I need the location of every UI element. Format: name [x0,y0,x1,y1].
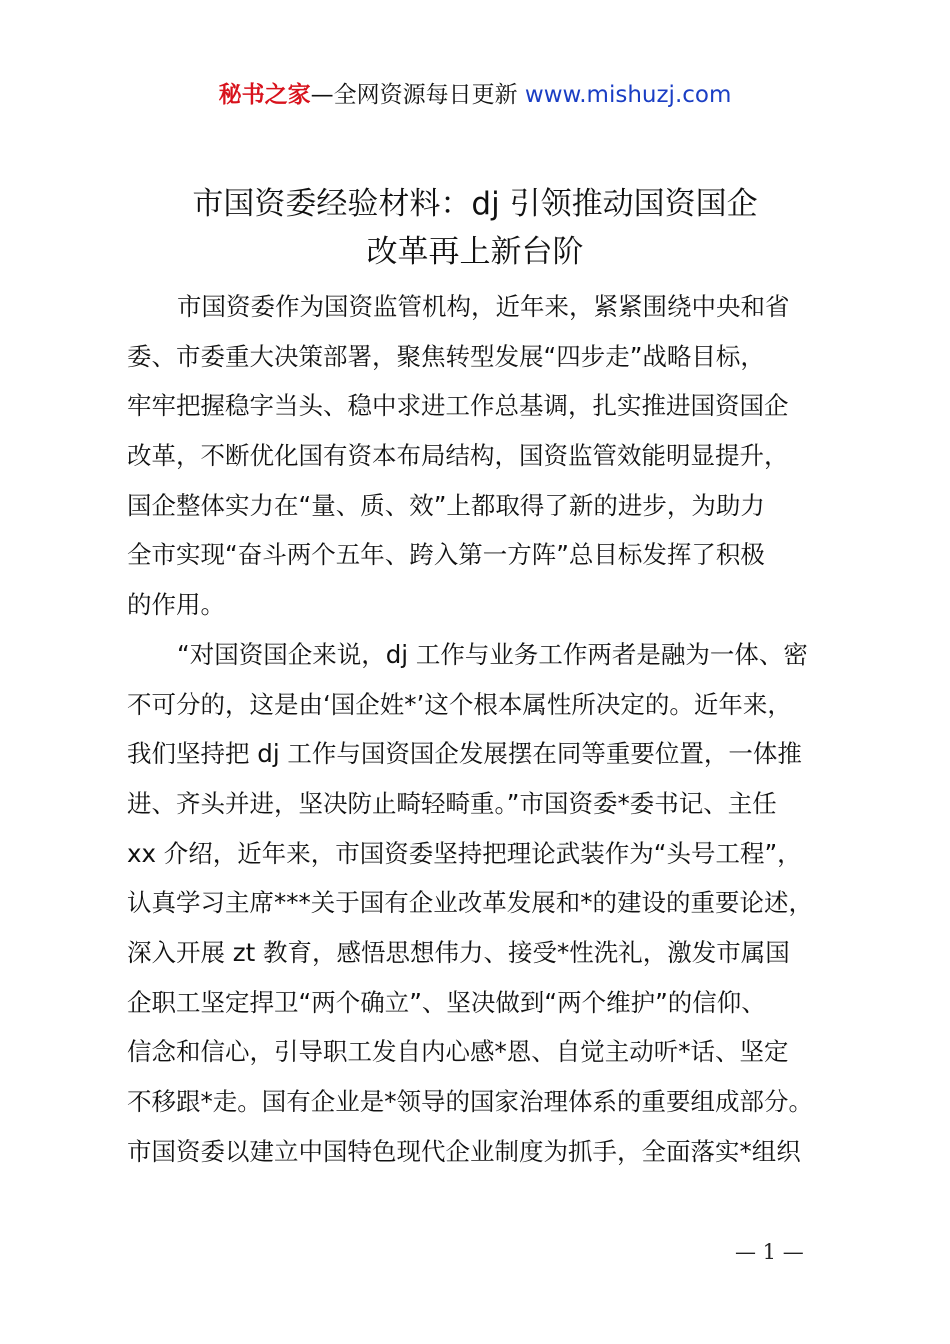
paragraph-line: 牢牢把握稳字当头、稳中求进工作总基调，扎实推进国资国企 [127,391,789,421]
paragraph-line: 国企整体实力在“量、质、效”上都取得了新的进步，为助力 [127,490,765,520]
paragraph-line: 市国资委作为国资监管机构，近年来，紧紧围绕中央和省 [177,292,790,321]
paragraph-line: 企职工坚定捍卫“两个确立”、坚决做到“两个维护”的信仰、 [127,987,766,1017]
paragraph-line: 进、齐头并进，坚决防止畸轻畸重。”市国资委*委书记、主任 [127,788,777,818]
site-brand: 秘书之家 [218,82,311,108]
document-title [0,180,950,276]
paragraph-line: 深入开展 zt 教育，感悟思想伟力、接受*性洗礼，激发市属国 [127,937,790,967]
paragraph-line: xx 介绍，近年来，市国资委坚持把理论武装作为“头号工程”， [127,838,802,868]
paragraph-line: 我们坚持把 dj 工作与国资国企发展摆在同等重要位置，一体推 [127,739,802,769]
paragraph-2 [127,630,847,1177]
site-url-link[interactable]: www.mishuzj.com [524,82,732,108]
paragraph-line: 的作用。 [127,590,225,620]
page-number: — 1 — [735,1240,804,1264]
paragraph-line: 认真学习主席***关于国有企业改革发展和*的建设的重要论述， [127,888,813,918]
paragraph-line: 市国资委以建立中国特色现代企业制度为抓手，全面落实*组织 [127,1136,801,1166]
document-body [127,282,847,1176]
paragraph-line: “对国资国企来说，dj 工作与业务工作两者是融为一体、密 [177,639,808,669]
paragraph-line: 不可分的，这是由‘国企姓*’这个根本属性所决定的。近年来， [127,689,792,719]
site-tagline: —全网资源每日更新 [310,82,518,108]
title-line-1: 市国资委经验材料：dj 引领推动国资国企 [192,186,758,222]
paragraph-1 [127,282,847,630]
title-line-2: 改革再上新台阶 [366,234,584,270]
paragraph-line: 委、市委重大决策部署，聚焦转型发展“四步走”战略目标， [127,341,765,371]
paragraph-line: 信念和信心，引导职工发自内心感*恩、自觉主动听*话、坚定 [127,1037,789,1067]
site-header [0,78,950,112]
paragraph-line: 不移跟*走。国有企业是*领导的国家治理体系的重要组成部分。 [127,1087,813,1116]
paragraph-line: 全市实现“奋斗两个五年、跨入第一方阵”总目标发挥了积极 [127,540,765,570]
paragraph-line: 改革，不断优化国有资本布局结构，国资监管效能明显提升， [127,441,789,471]
